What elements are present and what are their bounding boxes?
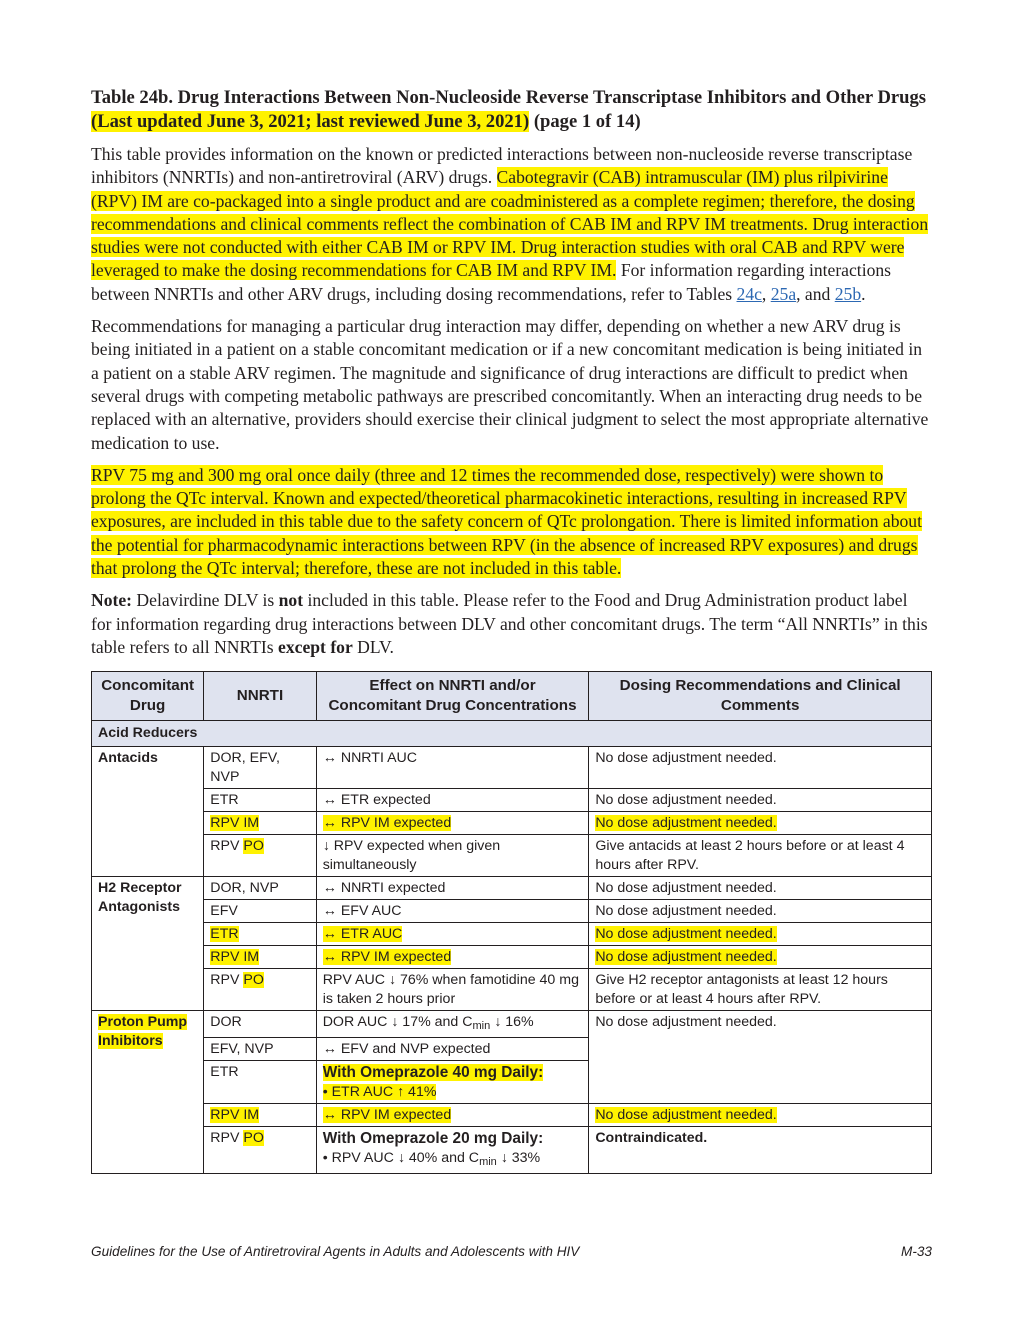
qtc-paragraph [91, 464, 931, 580]
highlighted-text: PO [243, 1130, 264, 1147]
header-dosing: Dosing Recommendations and Clinical Comments [589, 672, 932, 721]
highlighted-text: With Omeprazole 40 mg Daily: [322, 1064, 544, 1082]
page-count-text: (page 1 of 14) [529, 110, 641, 132]
table-24c-link[interactable]: 24c [736, 283, 762, 304]
table-row [92, 969, 932, 1011]
period: . [861, 283, 866, 304]
nnrti-cell [204, 946, 316, 969]
intro-paragraph [91, 143, 931, 306]
intro-text-cont: For information regarding interactions between NNRTIs and other ARV drugs, including dosing recommendations, refer to Tables [91, 260, 892, 304]
intro-highlighted-text: Cabotegravir (CAB) intramuscular (IM) plus rilpivirine (RPV) IM are co-packaged into a single product and are coadministered as a complete regimen; therefore, the dosing recommendations and clinical comments reflect the combination of CAB IM and RPV IM treatments. Drug interaction studies were not conducted with either CAB IM or RPV IM. Drug interaction studies with oral CAB and RPV were leveraged to make the dosing recommendations for CAB IM and RPV IM. [91, 167, 929, 281]
note-text-end: DLV. [352, 636, 394, 657]
qtc-highlighted-text: RPV 75 mg and 300 mg oral once daily (three and 12 times the recommended dose, respectively) were shown to prolong the QTc interval. Known and expected/theoretical pharmacokinetic interactions, resulting in increased RPV exposures, are included in this table due to the safety concern of QTc prolongation. There is limited information about the potential for pharmacodynamic interactions between RPV (in the absence of increased RPV exposures) and drugs that prolong the QTc interval; therefore, these are not included in this table. [91, 464, 922, 579]
table-row [92, 923, 932, 946]
effect-cell: ↔ EFV AUC [316, 900, 589, 923]
rec-cell [589, 812, 932, 835]
highlighted-text: ↔ RPV IM expected [322, 949, 452, 966]
table-row [92, 1127, 932, 1174]
highlighted-text: PO [243, 838, 264, 855]
interaction-table [91, 671, 932, 1174]
document-page [91, 86, 931, 1174]
table-row [92, 835, 932, 877]
highlighted-text: ↔ RPV IM expected [322, 815, 452, 832]
nnrti-cell [204, 969, 316, 1011]
nnrti-cell [204, 1127, 316, 1174]
effect-text: • RPV AUC ↓ 40% and C [322, 1150, 480, 1167]
separator: , [761, 283, 771, 304]
note-text-cont: included in this table. Please refer to the Food and Drug Administration product label for information regarding drug interactions between DLV and other concomitant drugs. The term “All NNRTIs” in this table refers to all NNRTIs [91, 590, 928, 657]
table-row [92, 946, 932, 969]
effect-cell [316, 923, 589, 946]
table-row [92, 1011, 932, 1038]
table-row [92, 747, 932, 789]
rec-cell [589, 923, 932, 946]
effect-cell: ↔ ETR expected [316, 789, 589, 812]
page-footer [91, 1244, 932, 1259]
effect-cell: ↓ RPV expected when given simultaneously [316, 835, 589, 877]
contraindicated-text: Contraindicated. [595, 1130, 708, 1147]
table-title [91, 86, 931, 133]
highlighted-text: PO [243, 972, 264, 989]
note-except: except for [278, 636, 353, 657]
table-row [92, 877, 932, 900]
nnrti-cell [204, 812, 316, 835]
nnrti-cell: EFV, NVP [204, 1038, 316, 1061]
note-not: not [278, 590, 304, 611]
drug-proton-pump-inhibitors: Proton Pump Inhibitors [98, 1014, 188, 1050]
nnrti-cell [204, 923, 316, 946]
drug-proton-pump-inhibitors-cell [92, 1011, 204, 1174]
nnrti-cell [204, 1104, 316, 1127]
effect-text: DOR AUC ↓ 17% and C [322, 1014, 473, 1031]
effect-cell: ↔ NNRTI AUC [316, 747, 589, 789]
effect-cell [316, 1127, 589, 1174]
effect-cell [316, 1061, 589, 1104]
drug-antacids: Antacids [92, 747, 204, 877]
rec-cell: No dose adjustment needed. [589, 789, 932, 812]
effect-heading: With Omeprazole 20 mg Daily: [322, 1130, 544, 1148]
table-row [92, 789, 932, 812]
highlighted-text: RPV IM [210, 949, 260, 966]
nnrti-text: RPV [210, 838, 244, 855]
rec-cell: Give antacids at least 2 hours before or at least 4 hours after RPV. [589, 835, 932, 877]
nnrti-cell: ETR [204, 1061, 316, 1104]
category-acid-reducers: Acid Reducers [92, 721, 932, 747]
highlighted-text: No dose adjustment needed. [595, 949, 777, 966]
title-text: Table 24b. Drug Interactions Between Non-Nucleoside Reverse Transcriptase Inhibitors and Other Drugs [91, 87, 926, 108]
effect-cell [316, 1104, 589, 1127]
nnrti-cell: ETR [204, 789, 316, 812]
highlighted-text: RPV IM [210, 815, 260, 832]
nnrti-cell: DOR [204, 1011, 316, 1038]
effect-text: ↓ 33% [496, 1150, 541, 1167]
subscript: min [479, 1156, 497, 1169]
effect-cell [316, 946, 589, 969]
highlighted-text: No dose adjustment needed. [595, 1107, 777, 1124]
highlighted-text: No dose adjustment needed. [595, 815, 777, 832]
effect-text: ↓ 16% [490, 1014, 534, 1031]
header-concomitant-drug: Concomitant Drug [92, 672, 204, 721]
rec-cell: Give H2 receptor antagonists at least 12 hours before or at least 4 hours after RPV. [589, 969, 932, 1011]
drug-h2-receptor-antagonists: H2 Receptor Antagonists [92, 877, 204, 1011]
subscript: min [472, 1020, 491, 1033]
table-25a-link[interactable]: 25a [770, 283, 797, 304]
highlighted-text: ↔ RPV IM expected [322, 1107, 452, 1124]
table-header-row [92, 672, 932, 721]
rec-cell: No dose adjustment needed. [589, 900, 932, 923]
rec-cell [589, 946, 932, 969]
highlighted-text: ↔ ETR AUC [322, 926, 403, 943]
footer-title: Guidelines for the Use of Antiretroviral Agents in Adults and Adolescents with HIV [91, 1244, 580, 1259]
table-row [92, 812, 932, 835]
table-row [92, 900, 932, 923]
intro-text: This table provides information on the known or predicted interactions between non-nucleoside reverse transcriptase inhibitors (NNRTIs) and non-antiretroviral (ARV) drugs. [91, 144, 913, 188]
last-updated-text: (Last updated June 3, 2021; last reviewed June 3, 2021) [91, 110, 530, 132]
rec-cell [589, 1127, 932, 1174]
header-nnrti: NNRTI [204, 672, 316, 721]
note-label: Note: [91, 590, 133, 611]
note-paragraph [91, 589, 931, 659]
effect-cell: RPV AUC ↓ 76% when famotidine 40 mg is taken 2 hours prior [316, 969, 589, 1011]
separator: , and [796, 283, 835, 304]
table-25b-link[interactable]: 25b [834, 283, 862, 304]
header-effect: Effect on NNRTI and/or Concomitant Drug Concentrations [316, 672, 589, 721]
category-row [92, 721, 932, 747]
nnrti-cell [204, 835, 316, 877]
rec-cell [589, 1104, 932, 1127]
rec-cell: No dose adjustment needed. [589, 747, 932, 789]
effect-cell: ↔ NNRTI expected [316, 877, 589, 900]
effect-cell [316, 1011, 589, 1038]
nnrti-cell: DOR, EFV, NVP [204, 747, 316, 789]
highlighted-text: • ETR AUC ↑ 41% [322, 1084, 437, 1101]
highlighted-text: No dose adjustment needed. [595, 926, 777, 943]
recommendations-paragraph: Recommendations for managing a particular drug interaction may differ, depending on whether a new ARV drug is being initiated in a patient on a stable concomitant medication or if a new concomitant medication is being initiated in a patient on a stable ARV regimen. The magnitude and significance of drug interactions are difficult to predict when several drugs with competing metabolic pathways are prescribed concomitantly. When an interacting drug needs to be replaced with an alternative, providers should exercise their clinical judgment to select the most appropriate alternative medication to use. [91, 316, 929, 453]
rec-cell: No dose adjustment needed. [589, 877, 932, 900]
rec-cell: No dose adjustment needed. [589, 1011, 932, 1104]
highlighted-text: ETR [210, 926, 239, 943]
highlighted-text: RPV IM [210, 1107, 260, 1124]
nnrti-cell: DOR, NVP [204, 877, 316, 900]
nnrti-cell: EFV [204, 900, 316, 923]
effect-cell [316, 812, 589, 835]
note-text: Delavirdine DLV is [132, 590, 279, 611]
nnrti-text: RPV [210, 1130, 244, 1147]
table-row [92, 1104, 932, 1127]
page-number: M-33 [901, 1244, 932, 1259]
effect-cell: ↔ EFV and NVP expected [316, 1038, 589, 1061]
nnrti-text: RPV [210, 972, 244, 989]
